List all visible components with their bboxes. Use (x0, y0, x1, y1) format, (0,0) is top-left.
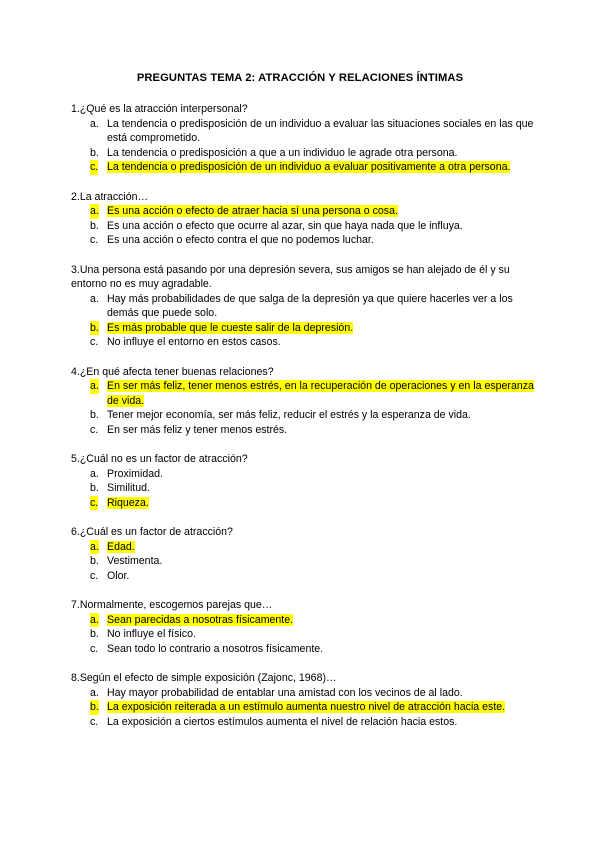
question-text: 6.¿Cuál es un factor de atracción? (71, 526, 233, 538)
question-7 (71, 598, 541, 656)
answer-option (71, 146, 541, 161)
answer-option (71, 686, 541, 701)
question-text: 1.¿Qué es la atracción interpersonal? (71, 103, 248, 115)
answer-options (71, 613, 541, 657)
option-letter: c. (90, 161, 99, 173)
option-letter: c. (90, 336, 99, 348)
option-text: Proximidad. (107, 467, 163, 480)
answer-option (71, 569, 541, 584)
answer-option (71, 292, 541, 321)
answer-options (71, 204, 541, 248)
option-letter: b. (90, 701, 99, 713)
option-letter: a. (90, 467, 99, 480)
option-text: En ser más feliz y tener menos estrés. (107, 423, 288, 436)
page-title: PREGUNTAS TEMA 2: ATRACCIÓN Y RELACIONES ÍNTIMAS (136, 72, 464, 84)
option-letter: c. (90, 715, 99, 728)
question-text: 4.¿En qué afecta tener buenas relaciones? (71, 365, 274, 378)
option-letter: c. (90, 642, 99, 655)
option-letter: a. (90, 117, 99, 130)
option-letter: b. (90, 482, 99, 494)
option-letter: a. (90, 292, 99, 305)
question-text: 3.Una persona está pasando por una depresión severa, sus amigos se han alejado de él y su entorno no es muy agradable. (71, 263, 510, 290)
option-letter: b. (90, 555, 99, 567)
answer-option (71, 642, 541, 657)
answer-option (71, 160, 541, 175)
question-text: 8.Según el efecto de simple exposición (Zajonc, 1968)… (71, 672, 337, 684)
answer-options (71, 379, 541, 437)
option-letter: b. (90, 628, 99, 640)
option-text: Hay más probabilidades de que salga de la depresión ya que quiere hacerles ver a los demás que puede solo. (107, 292, 513, 319)
question-6 (71, 525, 541, 583)
answer-option (71, 613, 541, 628)
option-letter: c. (90, 569, 99, 582)
option-text: La exposición a ciertos estímulos aumenta el nivel de relación hacia estos. (107, 715, 458, 728)
option-letter: a. (90, 613, 99, 626)
option-text: Vestimenta. (107, 555, 163, 567)
option-text: La tendencia o predisposición de un individuo a evaluar las situaciones sociales en las que está comprometido. (107, 117, 534, 144)
answer-option (71, 554, 541, 569)
correct-answer-text: Edad. (107, 540, 135, 553)
answer-option (71, 233, 541, 248)
correct-answer-text: Riqueza. (107, 496, 149, 509)
option-letter: a. (90, 686, 99, 699)
question-text: 5.¿Cuál no es un factor de atracción? (71, 453, 248, 465)
answer-options (71, 292, 541, 350)
answer-option (71, 481, 541, 496)
option-text: Tener mejor economía, ser más feliz, reducir el estrés y la esperanza de vida. (107, 409, 471, 421)
correct-answer-text: La tendencia o predisposición de un individuo a evaluar positivamente a otra persona. (107, 161, 511, 173)
correct-answer-text: La exposición reiterada a un estímulo aumenta nuestro nivel de atracción hacia este. (107, 701, 506, 713)
answer-option (71, 700, 541, 715)
option-text: Similitud. (107, 482, 150, 494)
option-text: Sean todo lo contrario a nosotros físicamente. (107, 642, 324, 655)
question-2 (71, 190, 541, 248)
option-letter: b. (90, 219, 99, 232)
option-text: Olor. (107, 569, 130, 582)
answer-options (71, 467, 541, 511)
answer-option (71, 496, 541, 511)
correct-answer-text: En ser más feliz, tener menos estrés, en la recuperación de operaciones y en la esperanza de vida. (107, 380, 534, 407)
question-8 (71, 671, 541, 729)
option-letter: a. (90, 380, 99, 392)
option-letter: a. (90, 205, 99, 217)
answer-option (71, 627, 541, 642)
option-text: Es una acción o efecto que ocurre al azar, sin que haya nada que le influya. (107, 219, 463, 232)
answer-option (71, 423, 541, 438)
question-list (71, 102, 541, 744)
option-letter: a. (90, 540, 99, 553)
question-4 (71, 365, 541, 438)
option-text: No influye el entorno en estos casos. (107, 336, 281, 348)
answer-options (71, 540, 541, 584)
option-letter: b. (90, 321, 99, 334)
option-letter: c. (90, 496, 99, 509)
question-text: 7.Normalmente, escogemos parejas que… (71, 599, 273, 611)
question-3 (71, 263, 541, 350)
option-letter: b. (90, 409, 99, 421)
option-letter: c. (90, 423, 99, 436)
correct-answer-text: Es una acción o efecto de atraer hacia sí una persona o cosa. (107, 205, 398, 217)
answer-option (71, 408, 541, 423)
question-text: 2.La atracción… (71, 190, 149, 203)
answer-option (71, 379, 541, 408)
answer-options (71, 117, 541, 175)
answer-option (71, 219, 541, 234)
option-text: Hay mayor probabilidad de entablar una amistad con los vecinos de al lado. (107, 686, 463, 699)
answer-option (71, 540, 541, 555)
option-text: Es una acción o efecto contra el que no podemos luchar. (107, 234, 374, 246)
answer-option (71, 321, 541, 336)
option-letter: b. (90, 146, 99, 159)
answer-option (71, 715, 541, 730)
option-text: La tendencia o predisposición a que a un individuo le agrade otra persona. (107, 146, 458, 159)
answer-option (71, 335, 541, 350)
option-text: No influye el físico. (107, 628, 196, 640)
answer-option (71, 467, 541, 482)
question-5 (71, 452, 541, 510)
correct-answer-text: Es más probable que le cueste salir de la depresión. (107, 321, 354, 334)
answer-option (71, 204, 541, 219)
option-letter: c. (90, 234, 99, 246)
answer-options (71, 686, 541, 730)
question-1 (71, 102, 541, 175)
answer-option (71, 117, 541, 146)
correct-answer-text: Sean parecidas a nosotras físicamente. (107, 613, 294, 626)
